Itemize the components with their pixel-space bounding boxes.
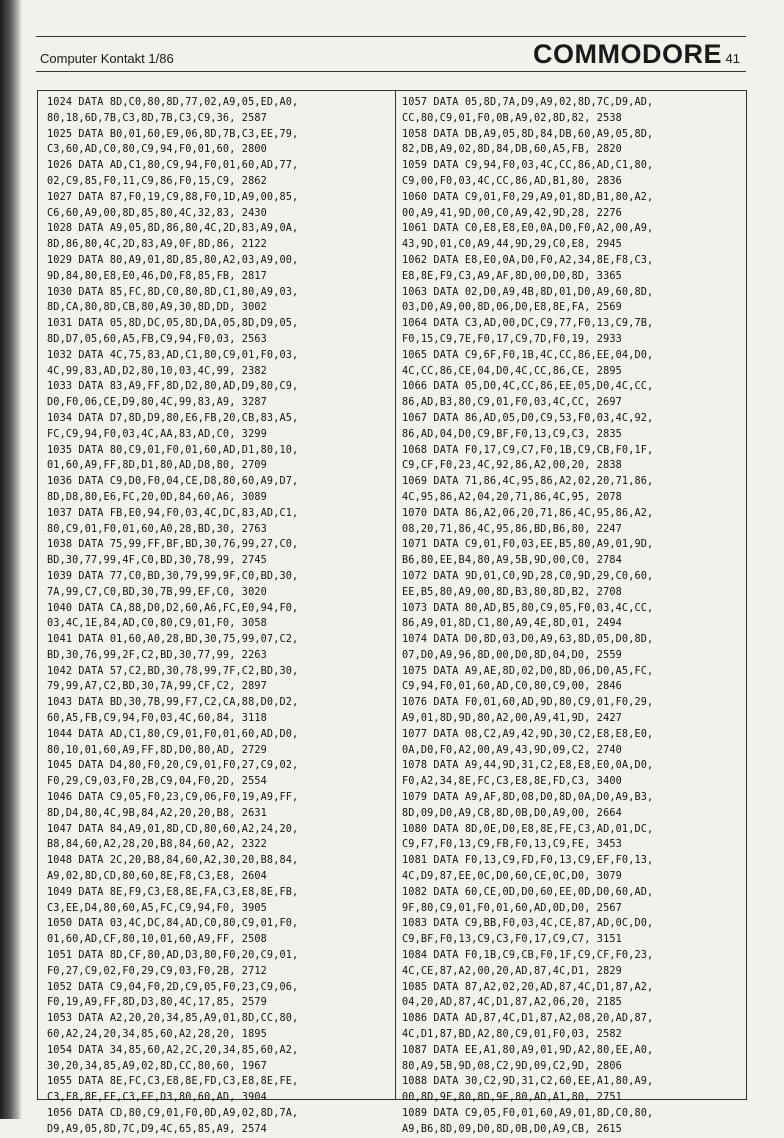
listing-line: C6,60,A9,00,8D,85,80,4C,32,83, 2430 [47,207,267,219]
listing-line: C9,CF,F0,23,4C,92,86,A2,00,20, 2838 [402,460,622,472]
listing-line: 1085 DATA 87,A2,02,20,AD,87,4C,D1,87,A2, [402,981,654,993]
listing-line: 1074 DATA D0,8D,03,D0,A9,63,8D,05,D0,8D, [402,634,654,646]
listing-line: 86,A9,01,8D,C1,80,A9,4E,8D,01, 2494 [402,618,622,630]
listing-line: 1050 DATA 03,4C,DC,84,AD,C0,80,C9,01,F0, [47,918,299,930]
listing-line: 1039 DATA 77,C0,BD,30,79,99,9F,C0,BD,30, [47,570,299,582]
listing-line: 1066 DATA 05,D0,4C,CC,86,EE,05,D0,4C,CC, [402,381,654,393]
listing-line: 1041 DATA 01,60,A0,28,BD,30,75,99,07,C2, [47,634,299,646]
listing-line: 30,20,34,85,A9,02,8D,CC,80,60, 1967 [47,1060,267,1072]
listing-line: 01,60,AD,CF,80,10,01,60,A9,FF, 2508 [47,934,267,946]
listing-line: 1083 DATA C9,BB,F0,03,4C,CE,87,AD,0C,D0, [402,918,654,930]
listing-line: 4C,CC,86,CE,04,D0,4C,CC,86,CE, 2895 [402,365,622,377]
column-divider [395,91,396,1099]
listing-line: 9D,84,80,E8,E0,46,D0,F8,85,FB, 2817 [47,270,267,282]
listing-line: 1042 DATA 57,C2,BD,30,78,99,7F,C2,BD,30, [47,665,299,677]
listing-line: B6,80,EE,B4,80,A9,5B,9D,00,C0, 2784 [402,555,622,567]
listing-line: 1089 DATA C9,05,F0,01,60,A9,01,8D,C0,80, [402,1108,654,1119]
listing-line: 4C,D9,87,EE,0C,D0,60,CE,0C,D0, 3079 [402,871,622,883]
listing-line: 1038 DATA 75,99,FF,BF,BD,30,76,99,27,C0, [47,539,299,551]
listing-line: 1028 DATA A9,05,8D,86,80,4C,2D,83,A9,0A, [47,223,299,235]
listing-line: 8D,09,D0,A9,C8,8D,0B,D0,A9,00, 2664 [402,807,622,819]
listing-line: 60,A5,FB,C9,94,F0,03,4C,60,84, 3118 [47,713,267,725]
listing-line: 4C,99,83,AD,D2,80,10,03,4C,99, 2382 [47,365,267,377]
listing-line: C9,00,F0,03,4C,CC,86,AD,B1,80, 2836 [402,175,622,187]
listing-line: 07,D0,A9,96,8D,00,D0,8D,04,D0, 2559 [402,649,622,661]
section-brand: COMMODORE [533,39,722,69]
listing-line: 1035 DATA 80,C9,01,F0,01,60,AD,D1,80,10, [47,444,299,456]
listing-line: 1029 DATA 80,A9,01,8D,85,80,A2,03,A9,00, [47,254,299,266]
listing-line: F0,27,C9,02,F0,29,C9,03,F0,2B, 2712 [47,965,267,977]
listing-line: 1051 DATA 8D,CF,80,AD,D3,80,F0,20,C9,01, [47,950,299,962]
listing-column-left [47,95,395,1138]
listing-line: 1024 DATA 8D,C0,80,8D,77,02,A9,05,ED,A0, [47,97,299,108]
listing-line: 4C,D1,87,BD,A2,80,C9,01,F0,03, 2582 [402,1029,622,1041]
listing-line: 4C,CE,87,A2,00,20,AD,87,4C,D1, 2829 [402,965,622,977]
listing-line: 8D,D7,05,60,A5,FB,C9,94,F0,03, 2563 [47,333,267,345]
listing-line: 60,A2,24,20,34,85,60,A2,28,20, 1895 [47,1029,267,1041]
listing-line: 1043 DATA BD,30,7B,99,F7,C2,CA,88,D0,D2, [47,697,299,709]
listing-line: 1061 DATA C0,E8,E8,E0,0A,D0,F0,A2,00,A9, [402,223,654,235]
listing-line: 1087 DATA EE,A1,80,A9,01,9D,A2,80,EE,A0, [402,1044,654,1056]
listing-line: 1027 DATA 87,F0,19,C9,88,F0,1D,A9,00,85, [47,191,299,203]
listing-line: 00,8D,9F,80,8D,9E,80,AD,A1,80, 2751 [402,1092,622,1104]
listing-line: C3,E8,8E,FF,C3,EE,D3,80,60,AD, 3904 [47,1092,267,1104]
listing-line: 7A,99,C7,C0,BD,30,7B,99,EF,C0, 3020 [47,586,267,598]
listing-line: 79,99,A7,C2,BD,30,7A,99,CF,C2, 2897 [47,681,267,693]
listing-line: 1032 DATA 4C,75,83,AD,C1,80,C9,01,F0,03, [47,349,299,361]
listing-line: 1056 DATA CD,80,C9,01,F0,0D,A9,02,8D,7A, [47,1108,299,1119]
listing-line: 1044 DATA AD,C1,80,C9,01,F0,01,60,AD,D0, [47,728,299,740]
listing-line: A9,B6,8D,09,D0,8D,0B,D0,A9,CB, 2615 [402,1123,622,1135]
listing-line: D0,F0,06,CE,D9,80,4C,99,83,A9, 3287 [47,397,267,409]
listing-line: 1057 DATA 05,8D,7A,D9,A9,02,8D,7C,D9,AD, [402,97,654,108]
listing-line: C9,BF,F0,13,C9,C3,F0,17,C9,C7, 3151 [402,934,622,946]
listing-line: 1054 DATA 34,85,60,A2,2C,20,34,85,60,A2, [47,1044,299,1056]
listing-line: 8D,CA,80,8D,CB,80,A9,30,8D,DD, 3002 [47,302,267,314]
listing-line: 1047 DATA 84,A9,01,8D,CD,80,60,A2,24,20, [47,823,299,835]
listing-line: C3,EE,D4,80,60,A5,FC,C9,94,F0, 3905 [47,902,267,914]
listing-line: 1081 DATA F0,13,C9,FD,F0,13,C9,EF,F0,13, [402,855,654,867]
listing-line: F0,29,C9,03,F0,2B,C9,04,F0,2D, 2554 [47,776,267,788]
listing-line: 1059 DATA C9,94,F0,03,4C,CC,86,AD,C1,80, [402,160,654,172]
listing-line: 1040 DATA CA,88,D0,D2,60,A6,FC,E0,94,F0, [47,602,299,614]
listing-line: 8D,86,80,4C,2D,83,A9,0F,8D,86, 2122 [47,239,267,251]
listing-line: BD,30,76,99,2F,C2,BD,30,77,99, 2263 [47,649,267,661]
listing-line: 1053 DATA A2,20,20,34,85,A9,01,8D,CC,80, [47,1013,299,1025]
listing-line: 1025 DATA B0,01,60,E9,06,8D,7B,C3,EE,79, [47,128,299,140]
listing-line: EE,B5,80,A9,00,8D,B3,80,8D,B2, 2708 [402,586,622,598]
listing-line: 1068 DATA F0,17,C9,C7,F0,1B,C9,CB,F0,1F, [402,444,654,456]
listing-line: C9,F7,F0,13,C9,FB,F0,13,C9,FE, 3453 [402,839,622,851]
listing-line: 1058 DATA DB,A9,05,8D,84,DB,60,A9,05,8D, [402,128,654,140]
binding-shadow [0,0,22,1119]
listing-line: 1070 DATA 86,A2,06,20,71,86,4C,95,86,A2, [402,507,654,519]
listing-line: 1086 DATA AD,87,4C,D1,87,A2,08,20,AD,87, [402,1013,654,1025]
listing-line: 00,A9,41,9D,00,C0,A9,42,9D,28, 2276 [402,207,622,219]
listing-line: F0,15,C9,7E,F0,17,C9,7D,F0,19, 2933 [402,333,622,345]
listing-line: F0,19,A9,FF,8D,D3,80,4C,17,85, 2579 [47,997,267,1009]
listing-line: 1048 DATA 2C,20,B8,84,60,A2,30,20,B8,84, [47,855,299,867]
listing-line: 0A,D0,F0,A2,00,A9,43,9D,09,C2, 2740 [402,744,622,756]
listing-line: 9F,80,C9,01,F0,01,60,AD,0D,D0, 2567 [402,902,622,914]
listing-line: 1030 DATA 85,FC,8D,C0,80,8D,C1,80,A9,03, [47,286,299,298]
listing-line: 1071 DATA C9,01,F0,03,EE,B5,80,A9,01,9D, [402,539,654,551]
listing-line: 8D,D8,80,E6,FC,20,0D,84,60,A6, 3089 [47,491,267,503]
listing-line: 1063 DATA 02,D0,A9,4B,8D,01,D0,A9,60,8D, [402,286,654,298]
magazine-title: Computer Kontakt 1/86 [40,51,174,66]
listing-line: 82,DB,A9,02,8D,84,DB,60,A5,FB, 2820 [402,144,622,156]
listing-line: 1062 DATA E8,E0,0A,D0,F0,A2,34,8E,F8,C3, [402,254,654,266]
listing-line: 04,20,AD,87,4C,D1,87,A2,06,20, 2185 [402,997,622,1009]
listing-line: FC,C9,94,F0,03,4C,AA,83,AD,C0, 3299 [47,428,267,440]
listing-line: 86,AD,B3,80,C9,01,F0,03,4C,CC, 2697 [402,397,622,409]
listing-line: 86,AD,04,D0,C9,BF,F0,13,C9,C3, 2835 [402,428,622,440]
listing-line: 03,D0,A9,00,8D,06,D0,E8,8E,FA, 2569 [402,302,622,314]
listing-line: 1045 DATA D4,80,F0,20,C9,01,F0,27,C9,02, [47,760,299,772]
listing-line: 80,10,01,60,A9,FF,8D,D0,80,AD, 2729 [47,744,267,756]
listing-line: 1037 DATA FB,E0,94,F0,03,4C,DC,83,AD,C1, [47,507,299,519]
listing-line: 1069 DATA 71,86,4C,95,86,A2,02,20,71,86, [402,476,654,488]
listing-line: 1067 DATA 86,AD,05,D0,C9,53,F0,03,4C,92, [402,412,654,424]
listing-line: E8,8E,F9,C3,A9,AF,8D,00,D0,8D, 3365 [402,270,622,282]
listing-line: 1031 DATA 05,8D,DC,05,8D,DA,05,8D,D9,05, [47,318,299,330]
listing-line: A9,01,8D,9D,80,A2,00,A9,41,9D, 2427 [402,713,622,725]
listing-line: 80,18,6D,7B,C3,8D,7B,C3,C9,36, 2587 [47,112,267,124]
listing-line: 1080 DATA 8D,0E,D0,E8,8E,FE,C3,AD,01,DC, [402,823,654,835]
page-number: 41 [725,51,740,66]
listing-line: 1060 DATA C9,01,F0,29,A9,01,8D,B1,80,A2, [402,191,654,203]
listing-line: C9,94,F0,01,60,AD,C0,80,C9,00, 2846 [402,681,622,693]
listing-line: 1034 DATA D7,8D,D9,80,E6,FB,20,CB,83,A5, [47,412,299,424]
listing-line: F0,A2,34,8E,FC,C3,E8,8E,FD,C3, 3400 [402,776,622,788]
listing-line: 43,9D,01,C0,A9,44,9D,29,C0,E8, 2945 [402,239,622,251]
listing-line: 80,C9,01,F0,01,60,A0,28,BD,30, 2763 [47,523,267,535]
listing-line: 1055 DATA 8E,FC,C3,E8,8E,FD,C3,E8,8E,FE, [47,1076,299,1088]
listing-line: 1026 DATA AD,C1,80,C9,94,F0,01,60,AD,77, [47,160,299,172]
listing-line: 1078 DATA A9,44,9D,31,C2,E8,E8,E0,0A,D0, [402,760,654,772]
listing-line: 1046 DATA C9,05,F0,23,C9,06,F0,19,A9,FF, [47,792,299,804]
listing-line: 01,60,A9,FF,8D,D1,80,AD,D8,80, 2709 [47,460,267,472]
listing-line: B8,84,60,A2,28,20,B8,84,60,A2, 2322 [47,839,267,851]
listing-line: 1075 DATA A9,AE,8D,02,D0,8D,06,D0,A5,FC, [402,665,654,677]
listing-line: D9,A9,05,8D,7C,D9,4C,65,85,A9, 2574 [47,1123,267,1135]
listing-line: 1049 DATA 8E,F9,C3,E8,8E,FA,C3,E8,8E,FB, [47,886,299,898]
listing-line: 1079 DATA A9,AF,8D,08,D0,8D,0A,D0,A9,B3, [402,792,654,804]
listing-column-right [402,95,750,1138]
listing-line: CC,80,C9,01,F0,0B,A9,02,8D,82, 2538 [402,112,622,124]
listing-line: 1064 DATA C3,AD,00,DC,C9,77,F0,13,C9,7B, [402,318,654,330]
listing-line: A9,02,8D,CD,80,60,8E,F8,C3,E8, 2604 [47,871,267,883]
listing-line: 1076 DATA F0,01,60,AD,9D,80,C9,01,F0,29, [402,697,654,709]
listing-line: 1065 DATA C9,6F,F0,1B,4C,CC,86,EE,04,D0, [402,349,654,361]
listing-line: BD,30,77,99,4F,C0,BD,30,78,99, 2745 [47,555,267,567]
listing-line: 1052 DATA C9,04,F0,2D,C9,05,F0,23,C9,06, [47,981,299,993]
page-header [36,36,746,72]
listing-line: 1088 DATA 30,C2,9D,31,C2,60,EE,A1,80,A9, [402,1076,654,1088]
listing-line: 03,4C,1E,84,AD,C0,80,C9,01,F0, 3058 [47,618,267,630]
listing-line: 4C,95,86,A2,04,20,71,86,4C,95, 2078 [402,491,622,503]
listing-line: 1072 DATA 9D,01,C0,9D,28,C0,9D,29,C0,60, [402,570,654,582]
listing-line: 1073 DATA 80,AD,B5,80,C9,05,F0,03,4C,CC, [402,602,654,614]
listing-line: 1033 DATA 83,A9,FF,8D,D2,80,AD,D9,80,C9, [47,381,299,393]
listing-line: 1036 DATA C9,D0,F0,04,CE,D8,80,60,A9,D7, [47,476,299,488]
listing-line: 1082 DATA 60,CE,0D,D0,60,EE,0D,D0,60,AD, [402,886,654,898]
listing-line: 80,A9,5B,9D,08,C2,9D,09,C2,9D, 2806 [402,1060,622,1072]
listing-line: 02,C9,85,F0,11,C9,86,F0,15,C9, 2862 [47,175,267,187]
listing-line: 08,20,71,86,4C,95,86,BD,B6,80, 2247 [402,523,622,535]
listing-line: 1084 DATA F0,1B,C9,CB,F0,1F,C9,CF,F0,23, [402,950,654,962]
listing-line: C3,60,AD,C0,80,C9,94,F0,01,60, 2800 [47,144,267,156]
listing-panel [37,90,747,1135]
listing-line: 1077 DATA 08,C2,A9,42,9D,30,C2,E8,E8,E0, [402,728,654,740]
listing-line: 8D,D4,80,4C,9B,84,A2,20,20,B8, 2631 [47,807,267,819]
